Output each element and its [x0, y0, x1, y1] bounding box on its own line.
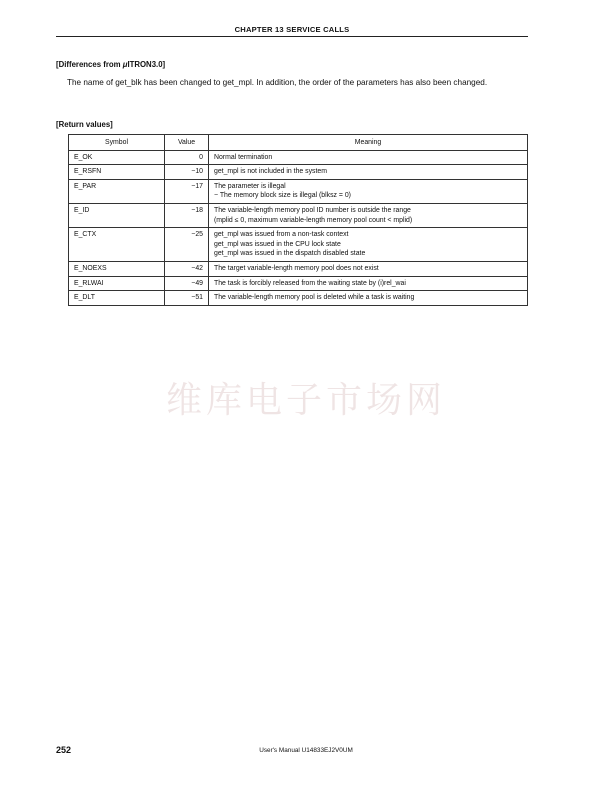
watermark: 维库电子市场网	[165, 380, 446, 421]
return-values-heading: [Return values]	[56, 120, 113, 129]
meaning-line: get_mpl is not included in the system	[214, 168, 327, 176]
meaning-line: − The memory block size is illegal (blksz = 0)	[214, 192, 351, 200]
differences-heading-suffix: ITRON3.0]	[127, 60, 166, 69]
return-symbol: E_CTX	[69, 228, 165, 262]
meaning-line: The variable-length memory pool ID number is outside the range	[214, 206, 411, 214]
differences-heading-mu: μ	[122, 60, 128, 69]
return-symbol: E_NOEXS	[69, 261, 165, 276]
meaning-line: The target variable-length memory pool does not exist	[214, 264, 379, 272]
return-value: −42	[165, 261, 209, 276]
header-divider	[56, 36, 528, 37]
return-value: −25	[165, 228, 209, 262]
meaning-line: get_mpl was issued from a non-task context	[214, 231, 349, 239]
return-symbol: E_RSFN	[69, 165, 165, 180]
footer-manual-id: User's Manual U14833EJ2V0UM	[259, 747, 353, 754]
differences-paragraph	[56, 76, 528, 90]
return-meaning	[209, 203, 528, 227]
meaning-line: get_mpl was issued in the CPU lock state	[214, 240, 341, 248]
return-meaning	[209, 291, 528, 306]
return-value: −49	[165, 276, 209, 291]
return-values-table	[68, 134, 528, 306]
return-symbol: E_RLWAI	[69, 276, 165, 291]
return-meaning	[209, 276, 528, 291]
table-header-row	[69, 135, 528, 151]
meaning-line: get_mpl was issued in the dispatch disabled state	[214, 250, 366, 258]
return-value: −10	[165, 165, 209, 180]
meaning-line: The task is forcibly released from the waiting state by (i)rel_wai	[214, 279, 406, 287]
return-value: −17	[165, 179, 209, 203]
meaning-line: The parameter is illegal	[214, 182, 286, 190]
meaning-line: The variable-length memory pool is deleted while a task is waiting	[214, 294, 415, 302]
chapter-header: CHAPTER 13 SERVICE CALLS	[234, 25, 350, 34]
table-row	[69, 179, 528, 203]
table-row	[69, 261, 528, 276]
page-number: 252	[56, 745, 72, 755]
return-value: 0	[165, 150, 209, 165]
return-symbol: E_OK	[69, 150, 165, 165]
return-values-body	[69, 150, 528, 305]
return-meaning	[209, 179, 528, 203]
return-meaning	[209, 261, 528, 276]
return-symbol: E_DLT	[69, 291, 165, 306]
meaning-line: Normal termination	[214, 153, 273, 161]
differences-heading	[56, 60, 165, 69]
column-header-meaning: Meaning	[209, 135, 528, 151]
return-value: −18	[165, 203, 209, 227]
return-symbol: E_ID	[69, 203, 165, 227]
return-meaning	[209, 165, 528, 180]
table-row	[69, 228, 528, 262]
column-header-value: Value	[165, 135, 209, 151]
return-symbol: E_PAR	[69, 179, 165, 203]
table-row	[69, 291, 528, 306]
meaning-line: (mplid ≤ 0, maximum variable-length memory pool count < mplid)	[214, 216, 413, 224]
return-value: −51	[165, 291, 209, 306]
column-header-symbol: Symbol	[69, 135, 165, 151]
table-row	[69, 165, 528, 180]
return-meaning	[209, 228, 528, 262]
table-row	[69, 150, 528, 165]
table-row	[69, 203, 528, 227]
differences-text: The name of get_blk has been changed to get_mpl. In addition, the order of the parameters has also been changed.	[67, 78, 488, 87]
return-meaning	[209, 150, 528, 165]
differences-heading-prefix: [Differences from	[56, 60, 123, 69]
table-row	[69, 276, 528, 291]
